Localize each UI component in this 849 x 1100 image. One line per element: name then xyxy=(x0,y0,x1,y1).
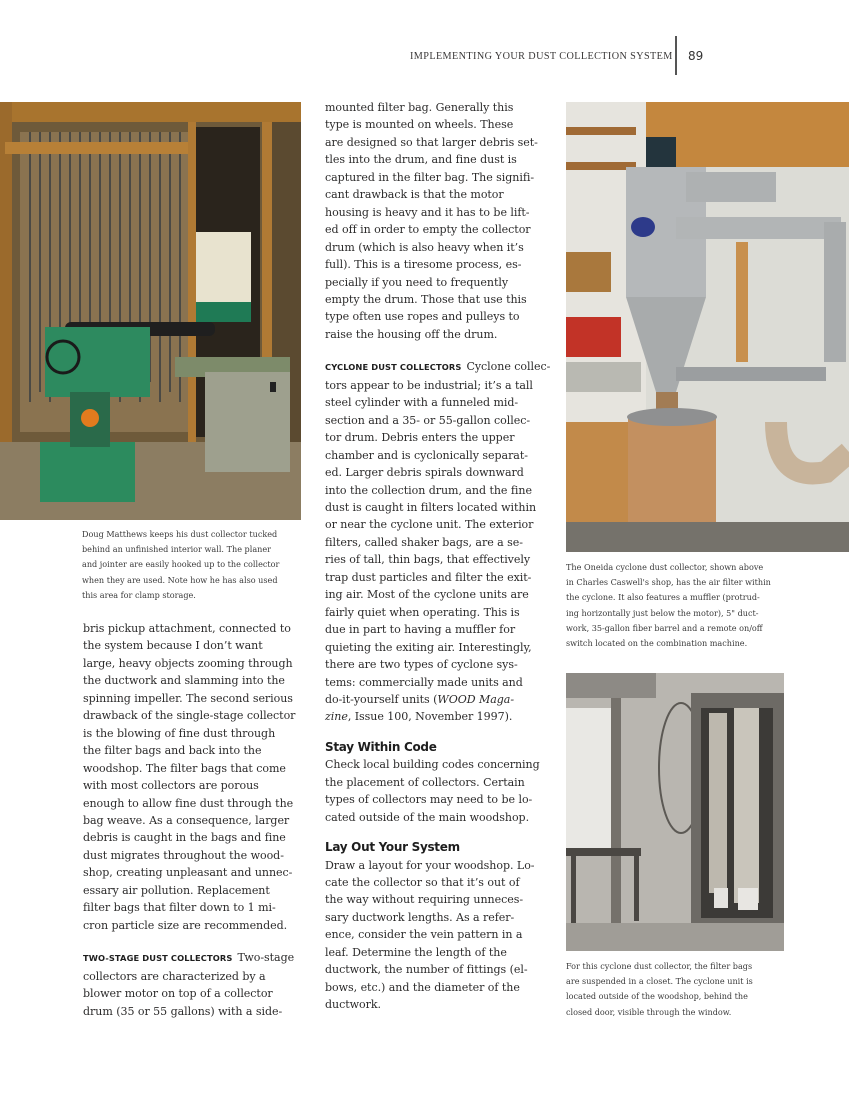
text-line: captured in the filter bag. The signifi- xyxy=(325,170,535,184)
caption-line: ing horizontally just below the motor), 5" duct- xyxy=(566,607,759,618)
text-line: mounted filter bag. Generally this xyxy=(325,101,514,114)
text-line: empty the drum. Those that use this xyxy=(325,292,527,306)
caption-line: are suspended in a closet. The cyclone unit is xyxy=(566,976,753,987)
text-line: are designed so that larger debris set- xyxy=(325,135,538,149)
text-line: trap dust particles and filter the exit- xyxy=(325,570,532,584)
text-line: tems: commercially made units and xyxy=(325,675,523,689)
caption-line: For this cyclone dust collector, the filter bags xyxy=(566,961,753,971)
text-line: debris is caught in the bags and fine xyxy=(83,831,286,845)
magazine-title: zine xyxy=(325,710,348,724)
body-column-1 xyxy=(83,620,303,1020)
text-line: the way without requiring unneces- xyxy=(325,893,524,907)
text-line: essary air pollution. Replacement xyxy=(83,883,270,897)
caption-line: closed door, visible through the window. xyxy=(566,1006,732,1017)
text-line: blower motor on top of a collector xyxy=(83,987,273,1001)
text-line: there are two types of cyclone sys- xyxy=(325,658,518,672)
running-header: IMPLEMENTING YOUR DUST COLLECTION SYSTEM xyxy=(410,51,673,62)
text-line: drum (35 or 55 gallons) with a side- xyxy=(83,1004,283,1018)
caption-line: in Charles Caswell's shop, has the air filter within xyxy=(566,577,771,588)
text-line: leaf. Determine the length of the xyxy=(325,945,507,959)
photo-oneida-cyclone xyxy=(566,102,849,552)
text-line: tors appear to be industrial; it’s a tall xyxy=(325,378,533,392)
photo-oneida-cyclone-caption xyxy=(566,560,796,651)
text-line: Check local building codes concerning xyxy=(325,758,540,772)
text-line: ed off in order to empty the collector xyxy=(325,223,531,237)
text-line: into the collection drum, and the fine xyxy=(325,483,532,497)
text-line: ductwork. xyxy=(325,998,381,1012)
text-line: collectors are characterized by a xyxy=(83,969,266,983)
text-line: is the blowing of fine dust through xyxy=(83,726,276,740)
text-line: cated outside of the main woodshop. xyxy=(325,810,530,824)
caption-line: located outside of the woodshop, behind the xyxy=(566,991,748,1002)
text-line: types of collectors may need to be lo- xyxy=(325,793,533,807)
text-line: the placement of collectors. Certain xyxy=(325,775,525,789)
text-line: ductwork, the number of fittings (el- xyxy=(325,963,528,977)
text-line: drum (which is also heavy when it’s xyxy=(325,240,524,254)
text-line: large, heavy objects zooming through xyxy=(83,656,293,670)
text-line: bris pickup attachment, connected to xyxy=(83,622,291,635)
text-line: fairly quiet when operating. This is xyxy=(325,605,520,619)
section-runin-heading: TWO-STAGE DUST COLLECTORS xyxy=(83,953,233,964)
text-line: raise the housing off the drum. xyxy=(325,327,498,341)
cyclone-section xyxy=(325,358,550,376)
two-stage-section xyxy=(83,949,303,967)
text-line: ries of tall, thin bags, that effectively xyxy=(325,553,531,567)
text-line: bows, etc.) and the diameter of the xyxy=(325,980,520,994)
text-line: ence, consider the vein pattern in a xyxy=(325,928,523,942)
text-line: cate the collector so that it’s out of xyxy=(325,876,520,890)
text-line: ing air. Most of the cyclone units are xyxy=(325,588,529,602)
text-line: quieting the exiting air. Interestingly, xyxy=(325,640,532,654)
caption-line: and jointer are easily hooked up to the collector xyxy=(82,559,280,570)
caption-line: The Oneida cyclone dust collector, shown above xyxy=(566,562,764,572)
text-line: filter bags that filter down to 1 mi- xyxy=(83,901,276,915)
text-line: due in part to having a muffler for xyxy=(325,623,516,637)
body-column-2 xyxy=(325,99,550,1014)
text-line: steel cylinder with a funneled mid- xyxy=(325,396,519,410)
text-line: dust is caught in filters located within xyxy=(325,500,537,514)
citation-line xyxy=(325,691,550,708)
caption-line: this area for clamp storage. xyxy=(82,589,196,600)
section-runin-heading: CYCLONE DUST COLLECTORS xyxy=(325,362,462,373)
text-line: cant drawback is that the motor xyxy=(325,188,504,202)
text-line: pecially if you need to frequently xyxy=(325,275,509,289)
text-line: or near the cyclone unit. The exterior xyxy=(325,518,534,532)
text-line: sary ductwork lengths. As a refer- xyxy=(325,910,515,924)
text-fragment: , Issue 100, November 1997). xyxy=(347,710,513,724)
text-fragment: do-it-yourself units ( xyxy=(325,692,438,706)
header-divider xyxy=(675,36,677,75)
text-line: woodshop. The filter bags that come xyxy=(83,761,286,775)
section-heading-lay-out-your-system: Lay Out Your System xyxy=(325,840,460,855)
text-line: tles into the drum, and fine dust is xyxy=(325,153,517,167)
text-line: type is mounted on wheels. These xyxy=(325,118,514,132)
text-line: Two-stage xyxy=(237,951,295,965)
caption-line: Doug Matthews keeps his dust collector tucked xyxy=(82,529,278,539)
text-line: the filter bags and back into the xyxy=(83,744,262,758)
page-number: 89 xyxy=(688,49,704,63)
text-line: Cyclone collec- xyxy=(466,360,551,374)
photo-filter-bag-closet xyxy=(566,673,784,951)
caption-line: when they are used. Note how he has also used xyxy=(82,574,278,585)
text-line: housing is heavy and it has to be lift- xyxy=(325,205,530,219)
caption-line: switch located on the combination machine. xyxy=(566,638,748,649)
text-line: dust migrates throughout the wood- xyxy=(83,848,284,862)
text-line: section and a 35- or 55-gallon collec- xyxy=(325,413,531,427)
text-line: type often use ropes and pulleys to xyxy=(325,310,520,324)
caption-line: work, 35-gallon fiber barrel and a remote on/off xyxy=(566,622,763,633)
text-line: chamber and is cyclonically separat- xyxy=(325,448,528,462)
text-line: bag weave. As a consequence, larger xyxy=(83,813,290,827)
caption-line: the cyclone. It also features a muffler (protrud- xyxy=(566,592,760,603)
text-line: full). This is a tiresome process, es- xyxy=(325,258,522,272)
text-line: shop, creating unpleasant and unnec- xyxy=(83,866,293,880)
caption-line: behind an unfinished interior wall. The planer xyxy=(82,544,272,555)
photo-filter-bag-closet-caption xyxy=(566,959,796,1020)
text-line: the system because I don’t want xyxy=(83,639,263,653)
text-line: ed. Larger debris spirals downward xyxy=(325,466,524,480)
text-line: with most collectors are porous xyxy=(83,779,259,793)
text-line: drawback of the single-stage collector xyxy=(83,709,296,723)
section-heading-stay-within-code: Stay Within Code xyxy=(325,739,437,754)
citation-line xyxy=(325,708,550,725)
magazine-title: WOOD Maga- xyxy=(437,692,515,706)
text-line: tor drum. Debris enters the upper xyxy=(325,431,515,445)
text-line: spinning impeller. The second serious xyxy=(83,691,293,705)
text-line: the ductwork and slamming into the xyxy=(83,674,285,688)
text-line: Draw a layout for your woodshop. Lo- xyxy=(325,858,535,872)
photo-workshop-dust-collector xyxy=(0,102,301,520)
text-line: cron particle size are recommended. xyxy=(83,918,288,932)
text-line: filters, called shaker bags, are a se- xyxy=(325,535,523,549)
photo-workshop-caption xyxy=(82,527,307,603)
text-line: enough to allow fine dust through the xyxy=(83,796,294,810)
